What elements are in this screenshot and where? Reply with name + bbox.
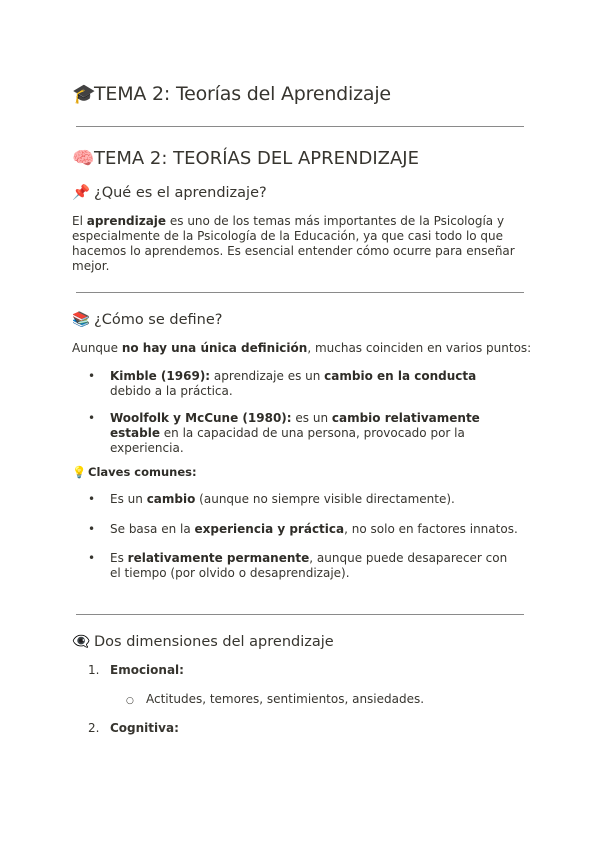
- divider: [76, 126, 524, 127]
- subheading-que-es: 📌 ¿Qué es el aprendizaje?: [72, 185, 267, 201]
- pushpin-icon: 📌: [72, 185, 91, 201]
- paragraph-intro: Aunque no hay una única definición, muchas coinciden en varios puntos:: [72, 341, 532, 355]
- bullet-icon: •: [88, 411, 96, 425]
- document-title: 🎓TEMA 2: Teorías del Aprendizaje: [72, 83, 391, 105]
- lightbulb-icon: 💡: [72, 465, 87, 479]
- divider: [76, 292, 524, 293]
- section-heading: 🧠TEMA 2: TEORÍAS DEL APRENDIZAJE: [72, 148, 419, 169]
- paragraph-definicion: El aprendizaje es uno de los temas más importantes de la Psicología y especialmente de la Psicología de la Educación, ya que casi todo lo que hacemos lo aprendemos. Es esencial entender cómo ocurre para enseñar mejor.: [72, 214, 515, 273]
- graduation-cap-icon: 🎓: [72, 83, 96, 105]
- subheading-como-se-define: 📚 ¿Cómo se define?: [72, 312, 223, 328]
- bullet-icon: •: [88, 492, 96, 506]
- circle-bullet-icon: ○: [126, 696, 134, 706]
- brain-icon: 🧠: [72, 148, 95, 169]
- bullet-icon: •: [88, 369, 96, 383]
- subheading-dimensiones: 👁️‍🗨️ Dos dimensiones del aprendizaje: [72, 634, 334, 650]
- document-page: 🎓TEMA 2: Teorías del Aprendizaje 🧠TEMA 2: TEORÍAS DEL APRENDIZAJE 📌 ¿Qué es el aprendizaje? El aprendizaje es uno de los temas más importantes de la Psicología y especialmente de la Psicología de la Educación, ya que casi todo lo que hacemos lo aprendemos. Es esencial entender cómo ocurre para enseñar mejor. 📚 ¿Cómo se define? Aunque no hay una única definición, muchas coinciden en varios puntos: • Kimble (1969): aprendizaje es un cambio en la conducta debido a la práctica. • Woolfolk y McCune (1980): es un cambio relativamente estable en la capacidad de una persona, provocado por la experiencia. 💡 Claves comunes: • Es un cambio (aunque no siempre visible directamente). • Se basa en la experiencia y práctica, no solo en factores innatos. • Es relativamente permanente, aunque puede desaparecer con el tiempo (por olvido o desaprendizaje). 👁️‍🗨️ Dos dimensiones del aprendizaje 1. Emocional: ○ Actitudes, temores, sentimientos, ansiedades. 2. Cognitiva:: [72, 83, 532, 735]
- bullet-icon: •: [88, 522, 96, 536]
- claves-heading: 💡 Claves comunes:: [72, 465, 197, 479]
- sub-list-item: ○ Actitudes, temores, sentimientos, ansiedades.: [126, 692, 425, 706]
- eye-speech-bubble-icon: 👁️‍🗨️: [72, 634, 91, 650]
- divider: [76, 614, 524, 615]
- bullet-icon: •: [88, 551, 96, 565]
- books-icon: 📚: [72, 312, 91, 328]
